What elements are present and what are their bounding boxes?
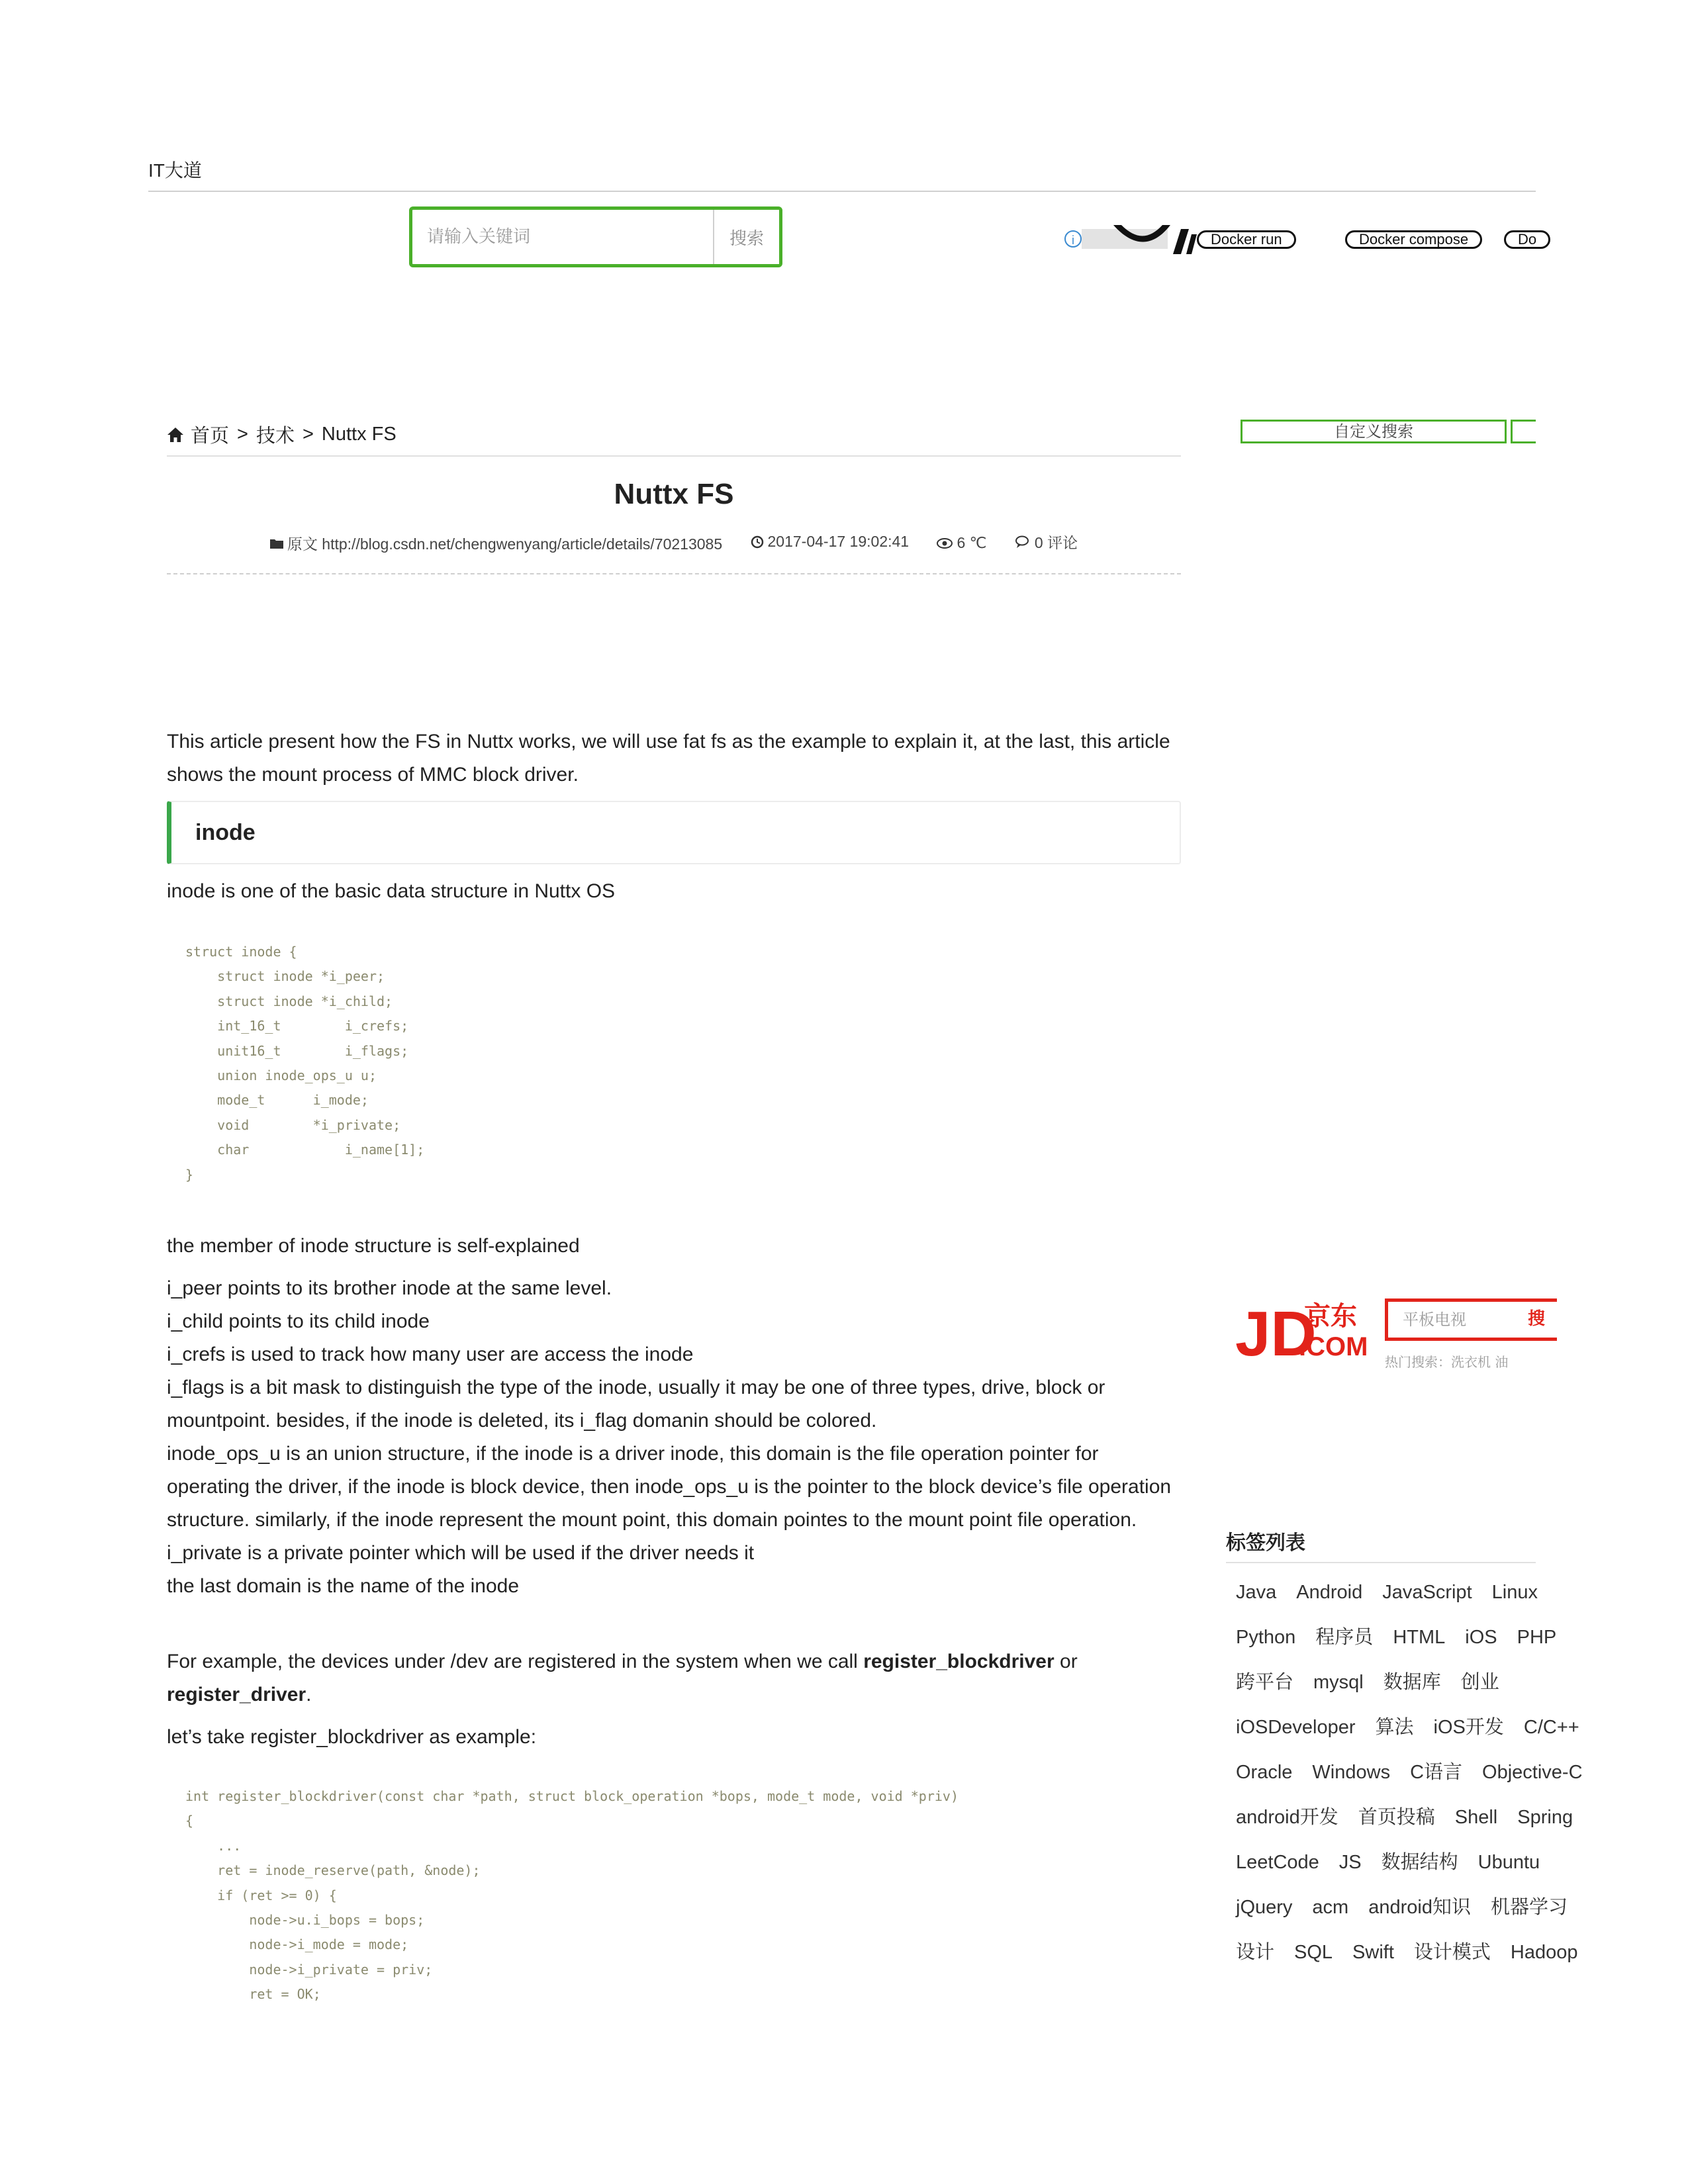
comment-icon <box>1015 535 1031 549</box>
jd-logo-cn: 京东 <box>1304 1301 1357 1332</box>
member-item: i_child points to its child inode <box>167 1310 430 1332</box>
breadcrumb-separator: > <box>237 424 248 445</box>
tag-link[interactable]: LeetCode <box>1236 1852 1319 1873</box>
breadcrumb <box>167 421 404 448</box>
tag-link[interactable]: 程序员 <box>1315 1627 1374 1648</box>
ad-pill-docker-compose[interactable]: Docker compose <box>1345 230 1482 249</box>
clock-icon <box>751 535 764 549</box>
home-icon <box>167 426 184 443</box>
tag-link[interactable]: Spring <box>1517 1807 1573 1828</box>
tag-link[interactable]: 创业 <box>1460 1672 1499 1693</box>
tag-row <box>1226 1705 1589 1750</box>
tag-row <box>1226 1570 1548 1615</box>
breadcrumb-category[interactable]: 技术 <box>256 426 295 447</box>
tags-divider <box>1226 1562 1536 1563</box>
member-item: i_flags is a bit mask to distinguish the type of the inode, usually it may be one of three types, drive, block or mountpoint. besides, if the inode is deleted, its i_flag domanin should be colored. <box>167 1377 1105 1432</box>
tag-link[interactable]: HTML <box>1393 1627 1446 1648</box>
breadcrumb-separator: > <box>302 424 314 445</box>
ad-pill-docker-run[interactable]: Docker run <box>1197 230 1296 249</box>
member-item: i_peer points to its brother inode at the same level. <box>167 1277 612 1299</box>
tag-link[interactable]: android知识 <box>1368 1897 1471 1918</box>
tag-link[interactable]: Swift <box>1352 1942 1394 1963</box>
meta-views <box>937 534 986 552</box>
tag-link[interactable]: SQL <box>1294 1942 1333 1963</box>
header-divider <box>148 191 1536 192</box>
member-list <box>167 1272 1181 1603</box>
tag-link[interactable]: Linux <box>1491 1582 1538 1603</box>
function-name: register_blockdriver <box>863 1651 1055 1672</box>
tag-link[interactable]: acm <box>1312 1897 1349 1918</box>
tag-link[interactable]: 跨平台 <box>1236 1672 1294 1693</box>
tag-row <box>1226 1615 1566 1660</box>
jd-logo-com: .COM <box>1299 1332 1368 1361</box>
tag-link[interactable]: JavaScript <box>1382 1582 1472 1603</box>
ad-logo-icon <box>1107 225 1199 254</box>
meta-comments-text[interactable]: 0 评论 <box>1034 534 1078 551</box>
tag-link[interactable]: iOS <box>1465 1627 1497 1648</box>
custom-search-button[interactable]: 自定义搜索 <box>1241 420 1507 443</box>
tag-link[interactable]: 机器学习 <box>1490 1897 1568 1918</box>
tag-link[interactable]: C语言 <box>1410 1762 1463 1783</box>
tag-link[interactable]: mysql <box>1313 1672 1364 1693</box>
code-block-inode-struct: struct inode { struct inode *i_peer; struct inode *i_child; int_16_t i_crefs; unit16_t i_flags; union inode_ops_u u; mode_t i_mode; void *i_private; char i_name[1]; } <box>185 944 425 1183</box>
breadcrumb-divider <box>167 455 1181 457</box>
search-button[interactable]: 搜索 <box>713 210 779 264</box>
tag-link[interactable]: iOS开发 <box>1433 1717 1504 1738</box>
meta-source-text[interactable]: 原文 http://blog.csdn.net/chengwenyang/article/details/70213085 <box>287 535 723 553</box>
function-name: register_driver <box>167 1684 306 1706</box>
tag-link[interactable]: Ubuntu <box>1477 1852 1540 1873</box>
member-item: i_private is a private pointer which will be used if the driver needs it <box>167 1542 755 1564</box>
tag-cloud <box>1226 1570 1583 1967</box>
member-item: the last domain is the name of the inode <box>167 1575 520 1597</box>
inode-description: inode is one of the basic data structure in Nuttx OS <box>167 880 616 902</box>
site-name[interactable]: IT大道 <box>148 160 202 181</box>
top-ad-banner[interactable] <box>1064 225 1536 254</box>
tag-link[interactable]: android开发 <box>1236 1807 1338 1828</box>
folder-icon <box>270 538 283 549</box>
article-title: Nuttx FS <box>614 478 734 510</box>
breadcrumb-home[interactable]: 首页 <box>191 426 230 447</box>
tags-title: 标签列表 <box>1226 1532 1305 1554</box>
meta-source[interactable] <box>270 532 722 554</box>
tag-link[interactable]: 首页投稿 <box>1358 1807 1435 1828</box>
tag-row <box>1226 1660 1509 1705</box>
tag-link[interactable]: Python <box>1236 1627 1296 1648</box>
search-input[interactable] <box>412 210 713 264</box>
example-paragraph <box>167 1645 1181 1711</box>
tag-link[interactable]: 设计模式 <box>1413 1942 1491 1963</box>
tag-row <box>1226 1885 1577 1930</box>
article-meta <box>167 531 1181 554</box>
tag-link[interactable]: Shell <box>1454 1807 1498 1828</box>
example-text: . <box>306 1684 312 1706</box>
tag-row <box>1226 1795 1583 1840</box>
jd-search-input[interactable]: 平板电视 <box>1385 1298 1557 1341</box>
eye-icon <box>937 538 953 549</box>
tag-link[interactable]: Java <box>1236 1582 1277 1603</box>
tag-link[interactable]: iOSDeveloper <box>1236 1717 1356 1738</box>
tag-link[interactable]: C/C++ <box>1523 1717 1579 1738</box>
meta-date <box>751 533 910 551</box>
jd-logo-text: JD <box>1235 1298 1317 1369</box>
tag-link[interactable]: JS <box>1338 1852 1362 1873</box>
member-item: i_crefs is used to track how many user are access the inode <box>167 1343 694 1365</box>
tag-link[interactable]: 算法 <box>1375 1717 1414 1738</box>
tag-link[interactable]: 数据结构 <box>1381 1852 1458 1873</box>
member-item: inode_ops_u is an union structure, if the inode is a driver inode, this domain is the file operation pointer for operating the driver, if the inode is block device, then inode_ops_u is the pointer to the block device’s file operation structure. similarly, if the inode represent the mount point, this domain pointes to the mount point file operation. <box>167 1443 1172 1531</box>
meta-date-text: 2017-04-17 19:02:41 <box>767 533 910 550</box>
code-block-register-blockdriver: int register_blockdriver(const char *path, struct block_operation *bops, mode_t mode, void *priv) { ... ret = inode_reserve(path, &node); if (ret >= 0) { node->u.i_bops = bops; node->i_mode = mode; node->i_private = priv; ret = OK; <box>185 1788 959 2003</box>
example-text: For example, the devices under /dev are registered in the system when we call <box>167 1651 864 1672</box>
ad-info-icon[interactable]: i <box>1064 230 1082 248</box>
tag-link[interactable]: Android <box>1296 1582 1363 1603</box>
tag-link[interactable]: Objective-C <box>1482 1762 1583 1783</box>
article-header-divider <box>167 573 1181 574</box>
tag-row <box>1226 1930 1588 1975</box>
search-box <box>409 206 782 267</box>
tag-link[interactable]: 设计 <box>1236 1942 1275 1963</box>
tag-link[interactable]: Windows <box>1312 1762 1391 1783</box>
tag-row <box>1226 1840 1550 1885</box>
jd-ad[interactable] <box>1235 1298 1546 1385</box>
meta-comments[interactable] <box>1015 531 1078 553</box>
breadcrumb-current: Nuttx FS <box>321 424 397 445</box>
example-text: or <box>1054 1651 1078 1672</box>
ad-pill-docker-more[interactable]: Do <box>1504 230 1550 249</box>
member-description: the member of inode structure is self-explained <box>167 1235 580 1257</box>
article-intro: This article present how the FS in Nuttx works, we will use fat fs as the example to explain it, at the last, this article shows the mount process of MMC block driver. <box>167 731 1170 786</box>
meta-views-text: 6 ℃ <box>957 534 987 551</box>
tag-link[interactable]: PHP <box>1517 1627 1557 1648</box>
jd-hot-searches[interactable]: 热门搜索：洗衣机 油 <box>1385 1354 1509 1370</box>
section-heading-inode: inode <box>167 801 1181 864</box>
tag-link[interactable]: Oracle <box>1236 1762 1293 1783</box>
tag-link[interactable]: Hadoop <box>1510 1942 1578 1963</box>
jd-logo <box>1235 1298 1381 1369</box>
tag-row <box>1226 1750 1593 1795</box>
tag-link[interactable]: 数据库 <box>1383 1672 1441 1693</box>
example-intro: let’s take register_blockdriver as example: <box>167 1726 537 1748</box>
jd-search-button[interactable]: 搜 <box>1528 1308 1546 1328</box>
custom-search-submit[interactable] <box>1511 420 1536 443</box>
tag-link[interactable]: jQuery <box>1236 1897 1293 1918</box>
